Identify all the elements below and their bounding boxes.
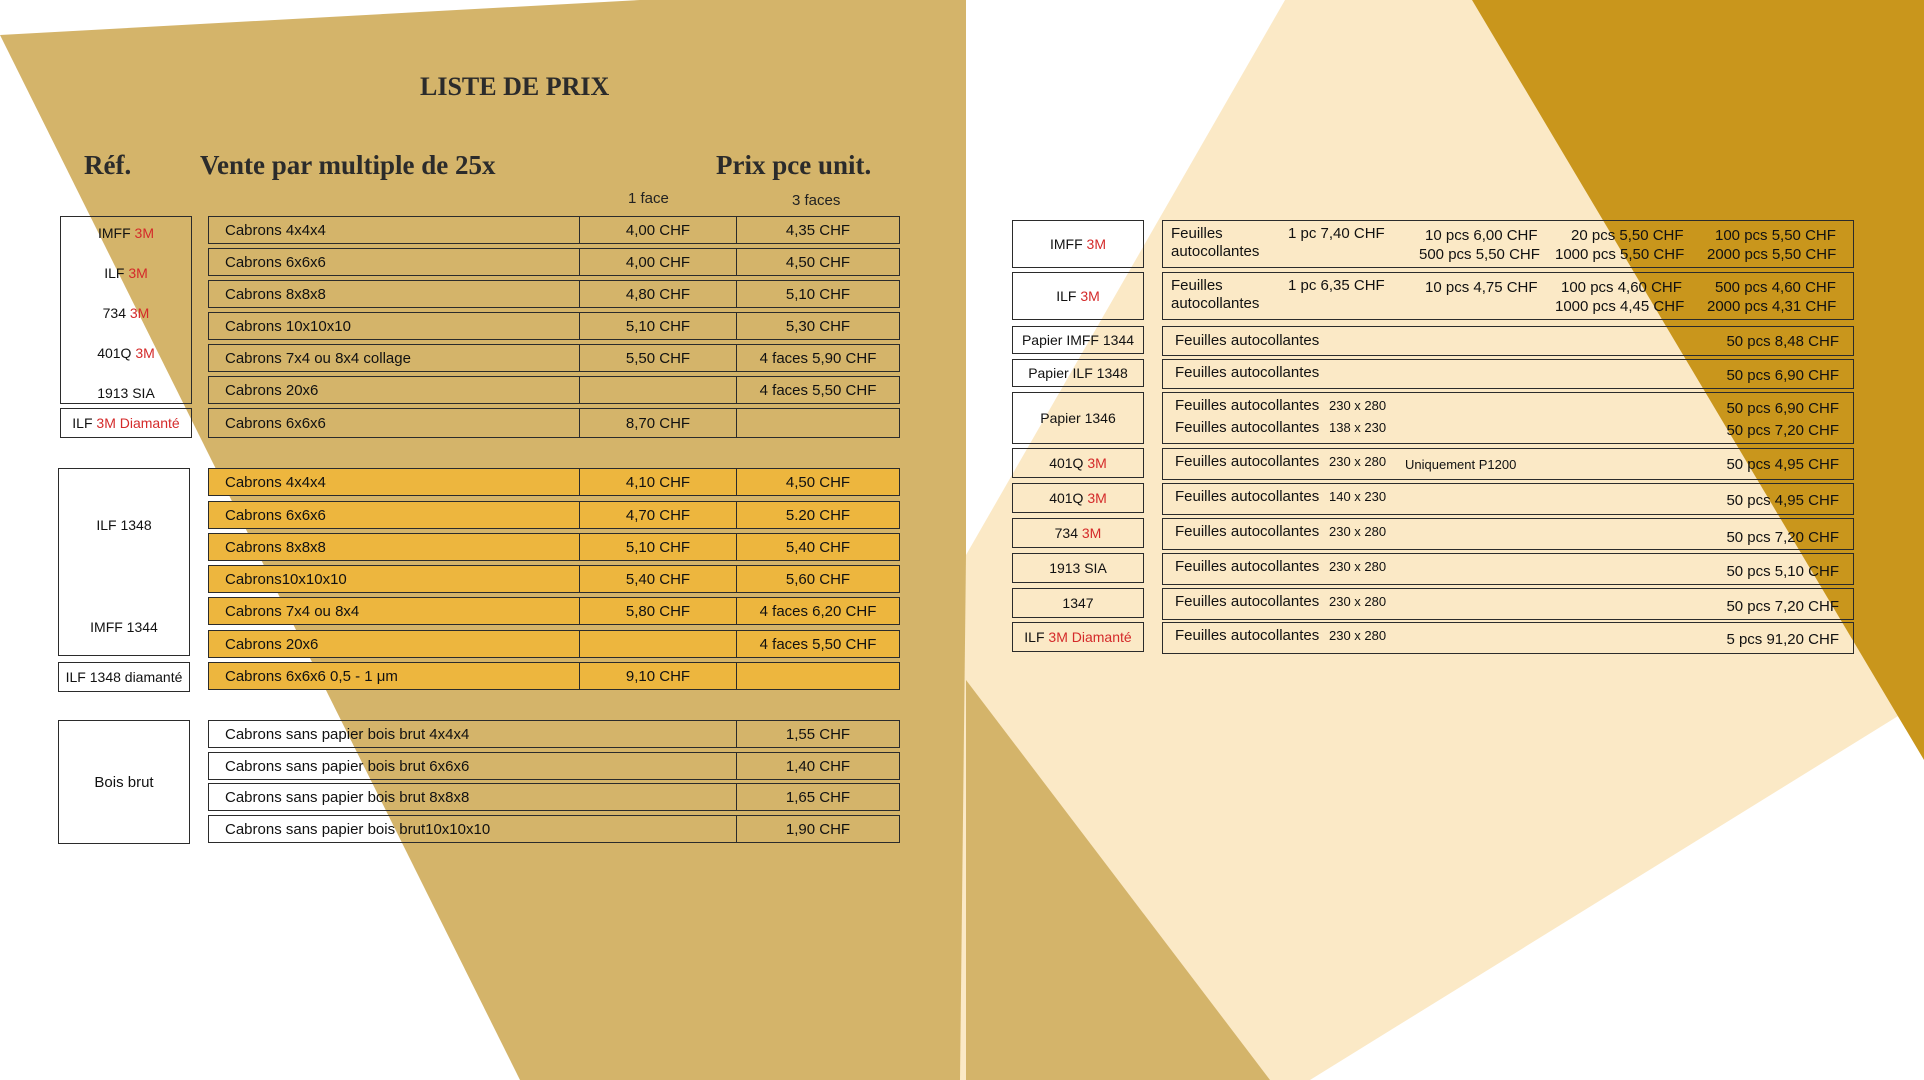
product-name: Feuilles autocollantes xyxy=(1175,627,1320,644)
price-one-face xyxy=(579,377,736,403)
price-one-face: 4,00 CHF xyxy=(579,217,736,243)
product-name: Cabrons 6x6x6 xyxy=(225,506,326,524)
ref-imff-3m: IMFF 3M xyxy=(1012,220,1144,268)
ref-ilf-1348-diamant: ILF 1348 diamanté xyxy=(58,662,190,692)
price-one-face xyxy=(579,631,736,657)
ref-1347: 1347 xyxy=(1012,588,1144,618)
ref-papier-1346: Papier 1346 xyxy=(1012,392,1144,444)
product-name: Feuilles autocollantes xyxy=(1175,397,1320,414)
price-100pcs: 100 pcs 5,50 CHF xyxy=(1715,227,1836,244)
table-row xyxy=(208,468,900,496)
label-line-2: autocollantes xyxy=(1171,243,1260,260)
sheet-size: 230 x 280 xyxy=(1329,454,1387,469)
ref-734-3m: 734 3M xyxy=(1012,518,1144,548)
price-three-faces: 4 faces 6,20 CHF xyxy=(736,598,899,624)
price-1000pcs: 1000 pcs 4,45 CHF xyxy=(1555,298,1685,315)
product-name: Feuilles autocollantes xyxy=(1175,488,1320,505)
price: 50 pcs 6,90 CHF xyxy=(1726,400,1839,417)
ref-item: 1913 SIA xyxy=(97,385,155,401)
product-name: Cabrons 8x8x8 xyxy=(225,538,326,556)
ref-papier-ilf: Papier ILF 1348 xyxy=(1012,359,1144,387)
product-name: Feuilles autocollantes xyxy=(1175,523,1320,540)
price-row xyxy=(1162,448,1854,480)
product-name: Cabrons sans papier bois brut 4x4x4 xyxy=(225,725,470,743)
ref-401q-3m: 401Q 3M xyxy=(1012,483,1144,513)
label-line-1: Feuilles xyxy=(1171,277,1223,294)
table-row xyxy=(208,501,900,529)
note: Uniquement P1200 xyxy=(1405,457,1517,472)
sheet-size: 138 x 230 xyxy=(1329,420,1387,435)
ref-item: IMFF 1344 xyxy=(90,619,158,635)
price-row xyxy=(1162,326,1854,356)
price: 50 pcs 4,95 CHF xyxy=(1726,456,1839,473)
price-three-faces: 5,40 CHF xyxy=(736,534,899,560)
price-one-face: 5,10 CHF xyxy=(579,313,736,339)
label-line-1: Feuilles xyxy=(1171,225,1223,242)
price-2000pcs: 2000 pcs 4,31 CHF xyxy=(1707,298,1837,315)
price: 50 pcs 4,95 CHF xyxy=(1726,492,1839,509)
ref-401q-3m: 401Q 3M xyxy=(1012,448,1144,478)
page-title: LISTE DE PRIX xyxy=(420,72,610,101)
price-one-face: 4,00 CHF xyxy=(579,249,736,275)
ref-papier-imff: Papier IMFF 1344 xyxy=(1012,326,1144,354)
ref-group-2 xyxy=(58,468,190,656)
price-one-face: 5,40 CHF xyxy=(579,566,736,592)
product-name: Feuilles autocollantes xyxy=(1175,558,1320,575)
header-vente: Vente par multiple de 25x xyxy=(200,150,496,180)
price-three-faces: 4 faces 5,90 CHF xyxy=(736,345,899,371)
price-1pc: 1 pc 6,35 CHF xyxy=(1288,277,1385,294)
ref-item: 401Q 3M xyxy=(97,345,155,361)
price-one-face: 9,10 CHF xyxy=(579,663,736,689)
product-name: Feuilles autocollantes xyxy=(1175,453,1320,470)
sheet-size: 230 x 280 xyxy=(1329,559,1387,574)
price: 1,55 CHF xyxy=(736,721,899,747)
ref-ilf-3m-diamant: ILF 3M Diamanté xyxy=(1012,622,1144,652)
price-10pcs: 10 pcs 4,75 CHF xyxy=(1425,279,1538,296)
sheet-size: 230 x 280 xyxy=(1329,628,1387,643)
price: 50 pcs 7,20 CHF xyxy=(1726,598,1839,615)
product-name: Cabrons 6x6x6 xyxy=(225,253,326,271)
price-three-faces xyxy=(736,663,899,689)
table-row xyxy=(208,344,900,372)
table-row xyxy=(208,280,900,308)
product-name: Cabrons 20x6 xyxy=(225,635,319,653)
price-three-faces: 5.20 CHF xyxy=(736,502,899,528)
price-500pcs: 500 pcs 5,50 CHF xyxy=(1419,246,1540,263)
ref-item: ILF 3M xyxy=(104,265,148,281)
price-row xyxy=(1162,588,1854,620)
ref-item: IMFF 3M xyxy=(98,225,154,241)
price-one-face: 5,50 CHF xyxy=(579,345,736,371)
header-ref: Réf. xyxy=(84,150,132,180)
ref-ilf-diamant: ILF 3M Diamanté xyxy=(60,408,192,438)
price-three-faces xyxy=(736,409,899,437)
price-10pcs: 10 pcs 6,00 CHF xyxy=(1425,227,1538,244)
price-row xyxy=(1162,359,1854,389)
price: 50 pcs 5,10 CHF xyxy=(1726,563,1839,580)
table-row xyxy=(208,752,900,780)
price-row-ilf xyxy=(1162,272,1854,320)
product-name: Cabrons 4x4x4 xyxy=(225,473,326,491)
product-name: Cabrons 20x6 xyxy=(225,381,319,399)
sheet-size: 230 x 280 xyxy=(1329,594,1387,609)
price: 1,65 CHF xyxy=(736,784,899,810)
price-500pcs: 500 pcs 4,60 CHF xyxy=(1715,279,1836,296)
price-100pcs: 100 pcs 4,60 CHF xyxy=(1561,279,1682,296)
product-name: Cabrons sans papier bois brut10x10x10 xyxy=(225,820,491,838)
price: 50 pcs 8,48 CHF xyxy=(1726,333,1839,350)
price-1pc: 1 pc 7,40 CHF xyxy=(1288,225,1385,242)
product-name: Feuilles autocollantes xyxy=(1175,593,1320,610)
table-row xyxy=(208,597,900,625)
ref-item: ILF 1348 xyxy=(96,517,152,533)
price-20pcs: 20 pcs 5,50 CHF xyxy=(1571,227,1684,244)
product-name: Cabrons 8x8x8 xyxy=(225,285,326,303)
table-row xyxy=(208,312,900,340)
table-row xyxy=(208,533,900,561)
label-line-2: autocollantes xyxy=(1171,295,1260,312)
product-name: Cabrons 6x6x6 0,5 - 1 μm xyxy=(225,667,398,685)
price-row xyxy=(1162,622,1854,654)
price-row-1346 xyxy=(1162,392,1854,444)
price: 1,90 CHF xyxy=(736,816,899,842)
price-three-faces: 4,50 CHF xyxy=(736,249,899,275)
price-three-faces: 5,10 CHF xyxy=(736,281,899,307)
product-name: Cabrons sans papier bois brut 6x6x6 xyxy=(225,757,470,775)
price-row-imff xyxy=(1162,220,1854,268)
product-name: Cabrons10x10x10 xyxy=(225,570,347,588)
price-one-face: 5,80 CHF xyxy=(579,598,736,624)
table-row xyxy=(208,376,900,404)
table-row xyxy=(208,662,900,690)
price-one-face: 8,70 CHF xyxy=(579,409,736,437)
ref-item: 734 3M xyxy=(102,305,150,321)
price-three-faces: 5,30 CHF xyxy=(736,313,899,339)
table-row xyxy=(208,783,900,811)
price-three-faces: 4,35 CHF xyxy=(736,217,899,243)
table-row xyxy=(208,408,900,438)
ref-group-1 xyxy=(60,216,192,404)
ref-ilf-3m: ILF 3M xyxy=(1012,272,1144,320)
price: 1,40 CHF xyxy=(736,753,899,779)
price-2000pcs: 2000 pcs 5,50 CHF xyxy=(1707,246,1837,263)
price-row xyxy=(1162,553,1854,585)
price-one-face: 5,10 CHF xyxy=(579,534,736,560)
price-one-face: 4,70 CHF xyxy=(579,502,736,528)
table-row xyxy=(208,815,900,843)
price-1000pcs: 1000 pcs 5,50 CHF xyxy=(1555,246,1685,263)
price: 50 pcs 6,90 CHF xyxy=(1726,367,1839,384)
product-name: Feuilles autocollantes xyxy=(1175,332,1320,349)
price: 50 pcs 7,20 CHF xyxy=(1726,422,1839,439)
product-name: Cabrons 4x4x4 xyxy=(225,221,326,239)
ref-1913-sia: 1913 SIA xyxy=(1012,553,1144,583)
price-one-face: 4,10 CHF xyxy=(579,469,736,495)
price: 5 pcs 91,20 CHF xyxy=(1726,631,1839,648)
price-row xyxy=(1162,518,1854,550)
price-row xyxy=(1162,483,1854,515)
price-three-faces: 4 faces 5,50 CHF xyxy=(736,377,899,403)
price-three-faces: 4 faces 5,50 CHF xyxy=(736,631,899,657)
table-row xyxy=(208,720,900,748)
table-row xyxy=(208,248,900,276)
product-name: Cabrons 6x6x6 xyxy=(225,414,326,432)
product-name: Feuilles autocollantes xyxy=(1175,419,1320,436)
product-name: Feuilles autocollantes xyxy=(1175,364,1320,381)
price-one-face: 4,80 CHF xyxy=(579,281,736,307)
ref-bois-brut: Bois brut xyxy=(58,720,190,844)
price-three-faces: 4,50 CHF xyxy=(736,469,899,495)
product-name: Cabrons 10x10x10 xyxy=(225,317,351,335)
header-prix: Prix pce unit. xyxy=(716,150,872,180)
sheet-size: 140 x 230 xyxy=(1329,489,1387,504)
table-row xyxy=(208,565,900,593)
product-name: Cabrons sans papier bois brut 8x8x8 xyxy=(225,788,470,806)
sheet-size: 230 x 280 xyxy=(1329,524,1387,539)
price-three-faces: 5,60 CHF xyxy=(736,566,899,592)
product-name: Cabrons 7x4 ou 8x4 collage xyxy=(225,349,411,367)
header-three-faces: 3 faces xyxy=(792,192,841,209)
product-name: Cabrons 7x4 ou 8x4 xyxy=(225,602,360,620)
price: 50 pcs 7,20 CHF xyxy=(1726,529,1839,546)
table-row xyxy=(208,630,900,658)
sheet-size: 230 x 280 xyxy=(1329,398,1387,413)
header-one-face: 1 face xyxy=(628,190,669,207)
table-row xyxy=(208,216,900,244)
